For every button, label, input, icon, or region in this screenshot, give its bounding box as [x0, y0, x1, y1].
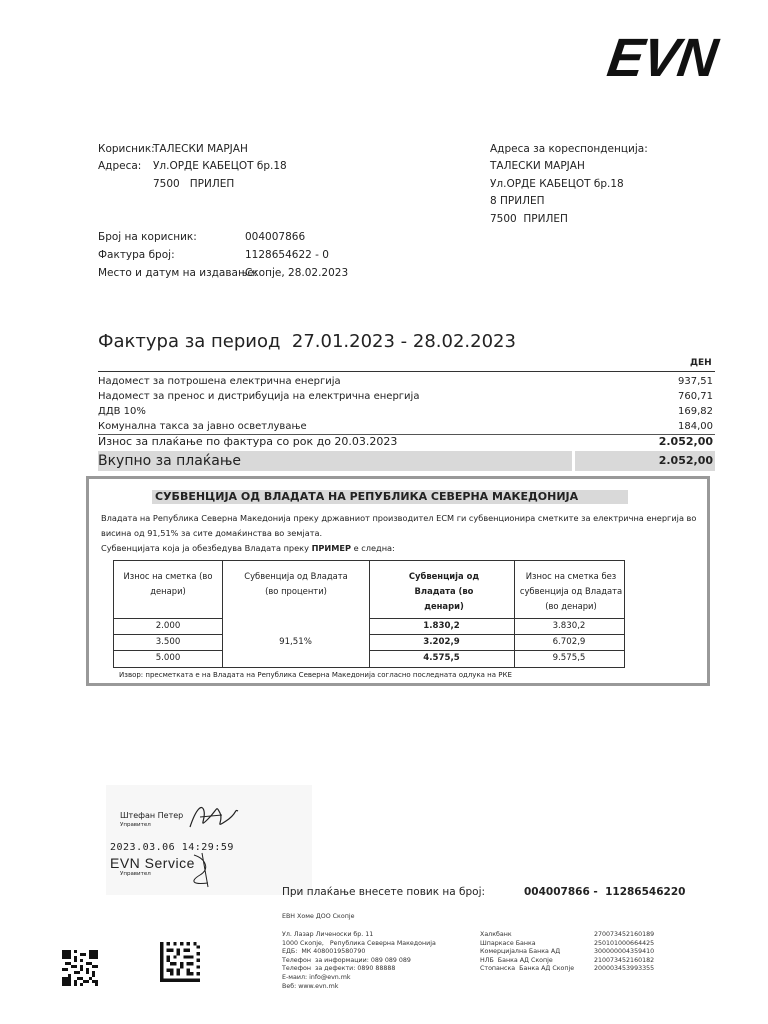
subsidy-cell: 1.830,2 — [423, 621, 460, 631]
place-date-label: Место и датум на издавање: — [98, 267, 258, 279]
correspondence-line: 7500 ПРИЛЕП — [490, 213, 568, 225]
amount-cell: 5.000 — [155, 653, 181, 663]
subsidy-cell: 3.202,9 — [423, 637, 460, 647]
footer-address-line: Телефон за дефекти: 0890 88888 — [282, 965, 396, 972]
invoice-number: 1128654622 - 0 — [245, 249, 329, 261]
footer-account: 250101000664425 — [594, 940, 655, 947]
invoice-row — [98, 420, 715, 435]
currency-label: ДЕН — [690, 358, 712, 368]
table-divider — [222, 561, 223, 667]
invoice-row-value: 937,51 — [678, 376, 713, 387]
user-name: ТАЛЕСКИ МАРЈАН — [153, 143, 248, 155]
stamp-date: 2023.03.06 14:29:59 — [110, 842, 234, 853]
amount-cell: 2.000 — [155, 621, 181, 631]
evn-logo: EVN — [603, 28, 721, 88]
footer-bank: Шпаркасе Банка — [480, 940, 536, 947]
footer-address-line: Веб: www.evn.mk — [282, 983, 339, 990]
footer-account: 200003453993355 — [594, 965, 655, 972]
address-line-1: Ул.ОРДЕ КАБЕЦОТ бр.18 — [153, 160, 287, 172]
due-amount-label: Износ за плаќање по фактура со рок до 20.03.2023 — [98, 435, 398, 448]
invoice-row-value: 169,82 — [678, 406, 713, 417]
invoice-row — [98, 405, 715, 420]
subsidy-text: висина од 91,51% за сите домаќинства во земјата. — [101, 528, 323, 538]
without-subsidy-cell: 6.702,9 — [552, 637, 586, 647]
row-line — [114, 618, 222, 619]
correspondence-line: Ул.ОРДЕ КАБЕЦОТ бр.18 — [490, 178, 624, 190]
footer-account: 210073452160182 — [594, 957, 655, 964]
payment-reference-label: При плаќање внесете повик на број: — [282, 886, 486, 898]
footer-bank: НЛБ Банка АД Скопје — [480, 957, 553, 964]
total-row — [98, 451, 715, 471]
address-line-2: 7500 ПРИЛЕП — [153, 178, 235, 190]
signatory-role: Управител — [120, 871, 151, 877]
total-value: 2.052,00 — [658, 454, 713, 467]
footer-bank: Стопанска Банка АД Скопје — [480, 965, 575, 972]
column-header: Субвенција од Владата (во денари) — [408, 571, 480, 611]
qr-code-icon — [62, 950, 98, 986]
stamp-service: EVN Service — [110, 855, 195, 871]
footer-company: ЕВН Хоме ДОО Скопје — [282, 913, 355, 920]
total-separator — [572, 451, 575, 471]
invoice-row-label: Надомест за потрошена електрична енергија — [98, 376, 341, 387]
subsidy-text: Владата на Република Северна Македонија преку државниот производител ЕСМ ги субвенционира сметките за електрична енергија во — [101, 513, 697, 523]
due-amount-value: 2.052,00 — [658, 435, 713, 448]
footer-address-line: Ул. Лазар Личеноски бр. 11 — [282, 931, 374, 938]
subsidy-example-text — [101, 541, 395, 556]
signature-scribble-icon — [186, 799, 240, 833]
subsidy-table — [113, 560, 625, 668]
column-header: Износ на сметка (во денари) — [123, 571, 213, 596]
footer-account: 300000004359410 — [594, 948, 655, 955]
invoice-row — [98, 390, 715, 405]
row-line — [369, 634, 624, 635]
without-subsidy-cell: 3.830,2 — [552, 621, 586, 631]
column-header: Субвенција од Владата (во проценти) — [244, 571, 348, 596]
customer-number-label: Број на корисник: — [98, 231, 197, 243]
invoice-row-label: Надомест за пренос и дистрибуција на електрична енергија — [98, 391, 420, 402]
footer-bank: Комерцијална Банка АД — [480, 948, 561, 955]
footer-address-line: Телефон за информации: 089 089 089 — [282, 957, 411, 964]
row-line — [114, 634, 222, 635]
customer-number: 004007866 — [245, 231, 306, 243]
subsidy-box — [86, 476, 710, 686]
subsidy-example-post: е следна: — [351, 543, 395, 553]
invoice-row-value: 760,71 — [678, 391, 713, 402]
row-line — [369, 650, 624, 651]
subsidy-example-bold: ПРИМЕР — [311, 543, 352, 553]
invoice-row-label: Комунална такса за јавно осветлување — [98, 421, 307, 432]
footer-bank: Халкбанк — [480, 931, 512, 938]
footer-address-line: ЕДБ: МК 4080019580790 — [282, 948, 366, 955]
invoice-row — [98, 375, 715, 390]
row-line — [114, 650, 222, 651]
without-subsidy-cell: 9.575,5 — [552, 653, 586, 663]
footer-account: 270073452160189 — [594, 931, 655, 938]
amount-cell: 3.500 — [155, 637, 181, 647]
correspondence-line: ТАЛЕСКИ МАРЈАН — [490, 160, 585, 172]
footer-address-line: 1000 Скопје, Република Северна Македонија — [282, 940, 436, 947]
footer-address-line: E-маил: info@evn.mk — [282, 974, 351, 981]
signature-area — [106, 785, 312, 895]
subsidy-source-note: Извор: пресметката е на Владата на Република Северна Македонија согласно последната одлука на РКЕ — [119, 671, 512, 679]
data-matrix-icon — [160, 942, 200, 982]
row-line — [369, 618, 624, 619]
divider — [98, 371, 715, 372]
column-header: Износ на сметка без субвенција од Владата (во денари) — [519, 571, 623, 611]
user-label: Корисник: — [98, 143, 155, 155]
address-label: Адреса: — [98, 160, 142, 172]
payment-reference-value: 004007866 - 11286546220 — [524, 886, 686, 898]
signature-scribble-icon — [188, 849, 218, 889]
correspondence-line: 8 ПРИЛЕП — [490, 195, 545, 207]
invoice-row-value: 184,00 — [678, 421, 713, 432]
subsidy-example-pre: Субвенцијата која ја обезбедува Владата преку — [101, 543, 312, 553]
invoice-row-label: ДДВ 10% — [98, 406, 146, 417]
signatory-name: Штефан Петер — [120, 811, 184, 820]
signatory-role: Управител — [120, 822, 151, 828]
subsidy-heading: СУБВЕНЦИЈА ОД ВЛАДАТА НА РЕПУБЛИКА СЕВЕРНА МАКЕДОНИЈА — [152, 490, 628, 504]
correspondence-label: Адреса за кореспонденција: — [490, 143, 648, 155]
due-amount-row — [98, 435, 715, 450]
subsidy-cell: 4.575,5 — [423, 653, 460, 663]
invoice-number-label: Фактура број: — [98, 249, 175, 261]
total-label: Вкупно за плаќање — [98, 453, 242, 469]
place-date: Скопје, 28.02.2023 — [245, 267, 349, 279]
percent-cell: 91,51% — [279, 637, 312, 647]
invoice-title: Фактура за период 27.01.2023 - 28.02.2023 — [98, 331, 516, 352]
